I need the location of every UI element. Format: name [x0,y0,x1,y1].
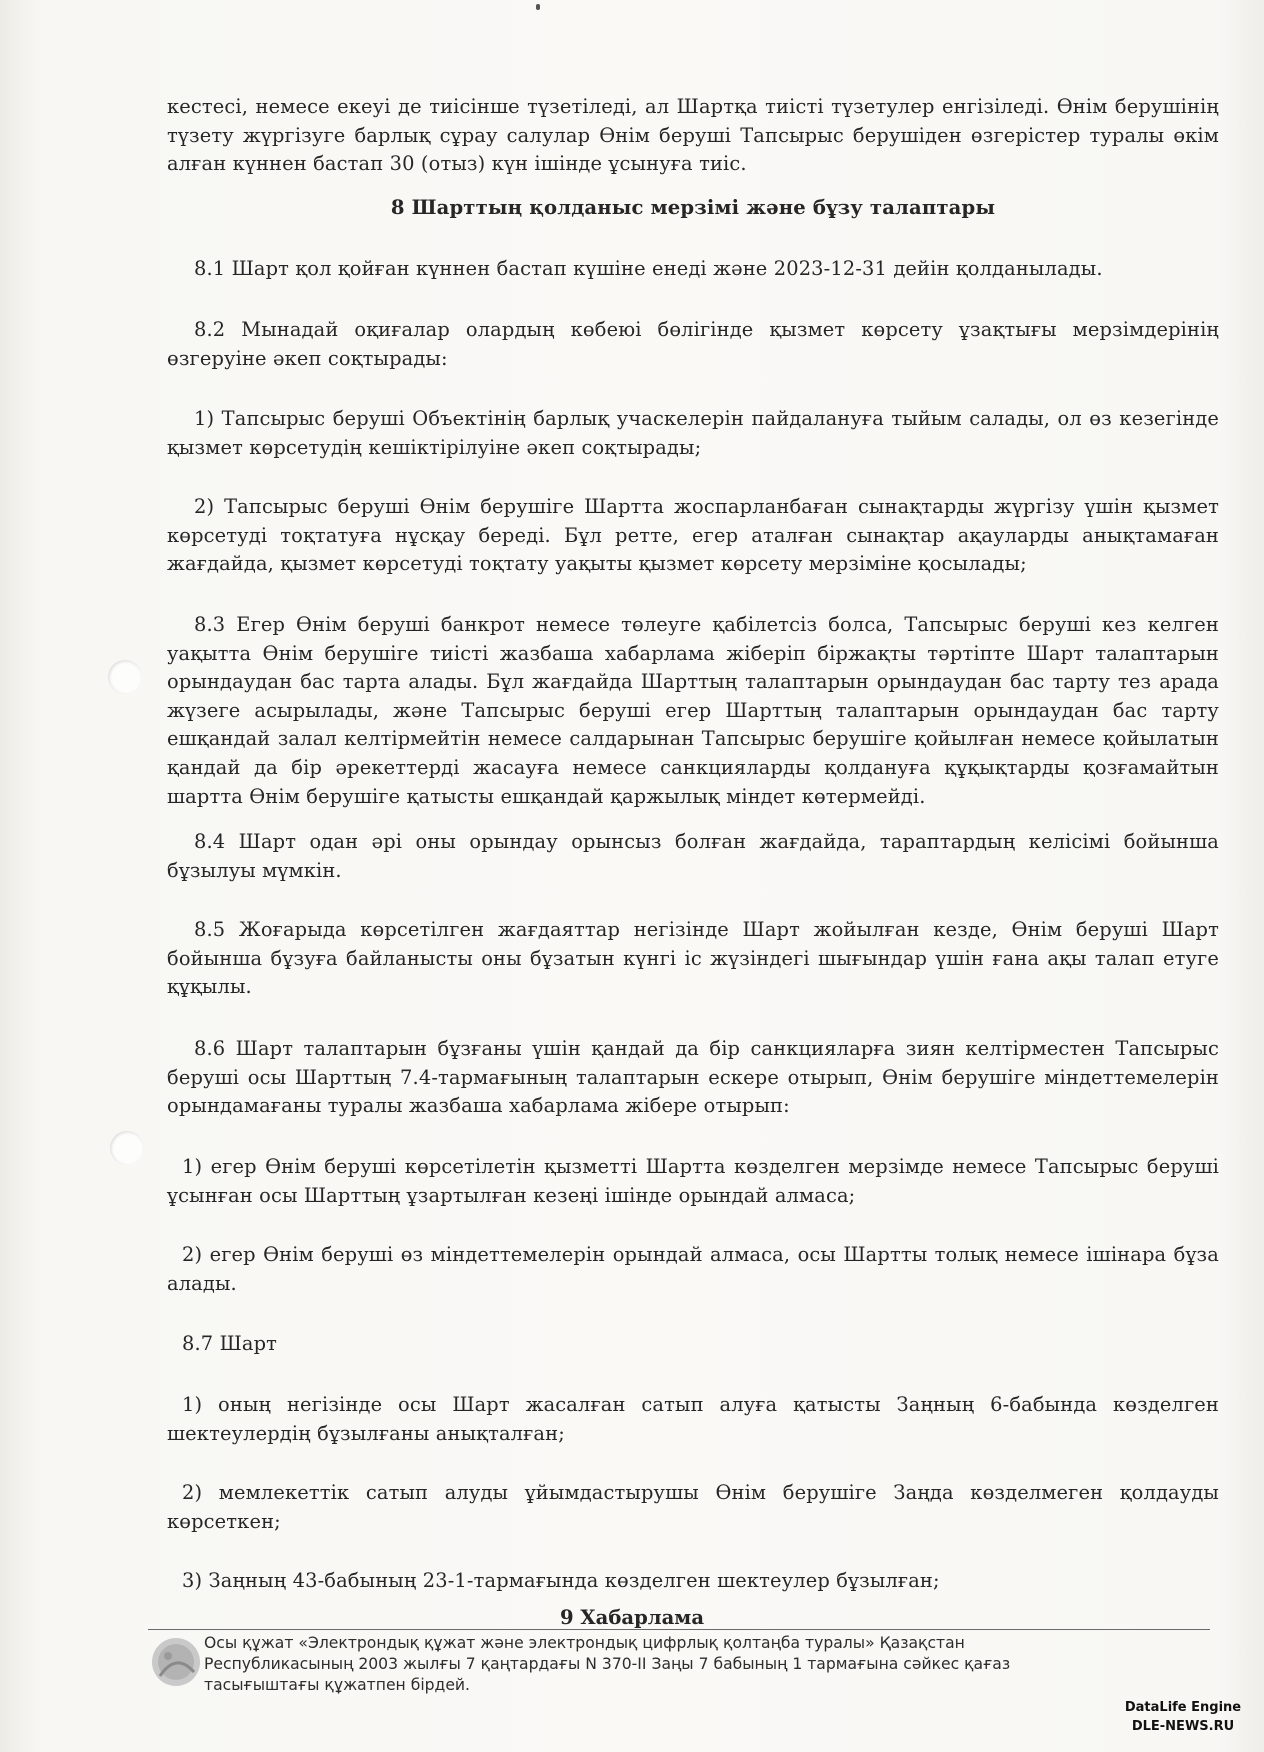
footer-divider [148,1629,1210,1630]
paragraph-8-7-item-1: 1) оның негізінде осы Шарт жасалған сатып алуға қатысты Заңның 6-бабында көзделген шектеулердің бұзылғаны анықталған; [167,1393,1219,1445]
paragraph-8-6-item-1: 1) егер Өнім беруші көрсетілетін қызметті Шартта көзделген мерзімде немесе Тапсырыс беруші ұсынған осы Шарттың ұзартылған кезеңі ішінде орындай алмаса; [167,1155,1219,1207]
paragraph-8-6: 8.6 Шарт талаптарын бұзғаны үшін қандай да бір санкцияларға зиян келтірместен Тапсырыс беруші осы Шарттың 7.4-тармағының талаптарын ескере отырып, Өнім берушіге міндеттемелерін орындамағаны туралы жазбаша хабарлама жібере отырып: [167,1037,1219,1118]
scan-mark [536,4,540,10]
next-section-heading: 9 Хабарлама [559,1606,705,1629]
watermark-line-2: DLE-NEWS.RU [1131,1719,1235,1734]
paragraph-8-5: 8.5 Жоғарыда көрсетілген жағдаяттар негізінде Шарт жойылған кезде, Өнім беруші Шарт бойынша бұзуға байланысты оны бұзатын күнгі іс жүзіндегі шығындар үшін ғана ақы талап етуге құқылы. [167,918,1219,999]
footer-legal-note: Осы құжат «Электрондық құжат және электрондық цифрлық қолтаңба туралы» Қазақстан Республикасының 2003 жылғы 7 қаңтардағы N 370-II Заңы 7 бабының 1 тармағына сәйкес қағаз тасығыштағы құжатпен бірдей. [204,1634,1011,1694]
paragraph-schedule-adjustment: кестесі, немесе екеуі де тиісінше түзетіледі, ал Шартқа тиісті түзетулер енгізіледі. Өнім берушінің түзету жүргізуге барлық сұрау салулар Өнім беруші Тапсырыс берушіден өзгерістер туралы өкім алған күннен бастап 30 (отыз) күн ішінде ұсынуға тиіс. [167,95,1219,176]
paragraph-8-2-item-1: 1) Тапсырыс беруші Объектінің барлық учаскелерін пайдалануға тыйым салады, ол өз кезегінде қызмет көрсетудің кешіктірілуіне әкеп соқтырады; [167,407,1219,459]
watermark-line-1: DataLife Engine [1124,1700,1242,1715]
paragraph-8-7: 8.7 Шарт [182,1332,278,1355]
e-signature-seal-icon [150,1632,202,1690]
paragraph-8-7-item-2: 2) мемлекеттік сатып алуды ұйымдастырушы Өнім берушіге Заңда көзделмеген қолдауды көрсеткен; [167,1481,1219,1533]
paragraph-8-1: 8.1 Шарт қол қойған күннен бастап күшіне енеді және 2023-12-31 дейін қолданылады. [194,257,1103,280]
paragraph-8-3: 8.3 Егер Өнім беруші банкрот немесе төлеуге қабілетсіз болса, Тапсырыс беруші кез келген уақытта Өнім берушіге тиісті жазбаша хабарлама жіберіп біржақты тәртіпте Шарт талаптарын орындаудан бас тарта алады. Бұл жағдайда Шарттың талаптарын орындаудан бас тарту тез арада жүзеге асырылады, және Тапсырыс беруші егер Шарттың талаптарын орындаудан бас тарту ешқандай залал келтірмейтін немесе салдарынан Тапсырыс берушіге қойылған немесе қойылатын қандай да бір әрекеттерді жасауға немесе санкцияларды қолдануға құқықтарды қозғамайтын шартта Өнім берушіге қатысты ешқандай қаржылық міндет көтермейді. [167,613,1219,808]
paragraph-8-2: 8.2 Мынадай оқиғалар олардың көбеюі бөлігінде қызмет көрсету ұзақтығы мерзімдерінің өзгеруіне әкеп соқтырады: [167,318,1219,370]
punch-hole-upper [108,660,142,694]
paragraph-8-6-item-2: 2) егер Өнім беруші өз міндеттемелерін орындай алмаса, осы Шартты толық немесе ішінара бұза алады. [167,1243,1219,1295]
paragraph-8-4: 8.4 Шарт одан әрі оны орындау орынсыз болған жағдайда, тараптардың келісімі бойынша бұзылуы мүмкін. [167,830,1219,882]
site-watermark [1108,1698,1258,1736]
paragraph-8-2-item-2: 2) Тапсырыс беруші Өнім берушіге Шартта жоспарланбаған сынақтарды жүргізу үшін қызмет көрсетуді тоқтатуға нұсқау береді. Бұл ретте, егер аталған сынақтар ақауларды анықтамаған жағдайда, қызмет көрсетуді тоқтату уақыты қызмет көрсету мерзіміне қосылады; [167,495,1219,576]
paragraph-8-7-item-3: 3) Заңның 43-бабының 23-1-тармағында көзделген шектеулер бұзылған; [182,1569,940,1592]
punch-hole-lower [110,1131,144,1165]
section-heading: 8 Шарттың қолданыс мерзімі және бұзу талаптары [390,196,996,219]
